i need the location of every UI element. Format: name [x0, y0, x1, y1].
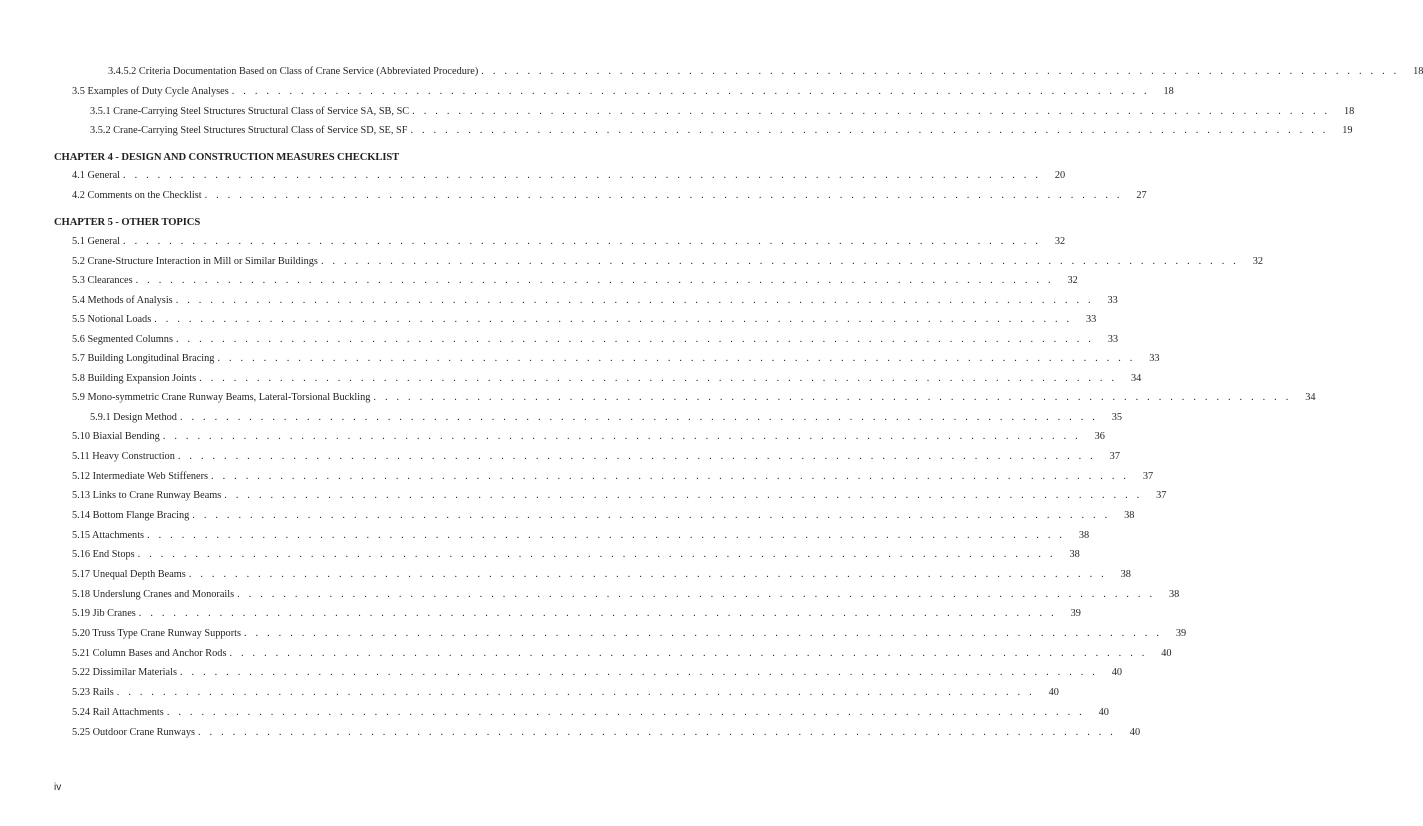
toc-entry-title: 3.5.2 Crane-Carrying Steel Structures Structural Class of Service SD, SE, SF: [90, 125, 408, 136]
toc-entry-page-number: 35: [1111, 412, 1123, 423]
toc-entry[interactable]: [90, 106, 1355, 122]
toc-entry-title: 5.12 Intermediate Web Stiffeners: [72, 471, 209, 482]
toc-entry-title: 5.1 General: [72, 236, 121, 247]
toc-entry-title: 3.5 Examples of Duty Cycle Analyses: [72, 86, 229, 97]
toc-entry-title: 5.10 Biaxial Bending: [72, 431, 160, 442]
chapter-heading: CHAPTER 4 - DESIGN AND CONSTRUCTION MEASURES CHECKLIST: [54, 152, 400, 163]
toc-entry-title: 5.19 Jib Cranes: [72, 608, 136, 619]
toc-entry-title: 5.3 Clearances: [72, 275, 133, 286]
dot-leader: . . . . . . . . . . . . . . . . . . . . . . . . . . . . . . . . . . . . . . . . . . . . . . . . . . . . . . . . . . . . . . . . . . . . . . . . . . . . . . . .: [138, 608, 1057, 619]
toc-entry-page-number: 40: [1161, 648, 1172, 659]
toc-entry[interactable]: [72, 530, 1090, 546]
toc-entry[interactable]: [72, 256, 1264, 272]
toc-entry-title: 5.9.1 Design Method: [90, 412, 177, 423]
toc-entry-page-number: 37: [1156, 490, 1167, 501]
toc-entry-title: 3.4.5.2 Criteria Documentation Based on Class of Crane Service (Abbreviated Procedure): [108, 66, 479, 77]
toc-entry-title: 4.1 General: [72, 170, 121, 181]
toc-entry-page-number: 37: [1109, 451, 1120, 462]
toc-entry-title: 5.25 Outdoor Crane Runways: [72, 727, 195, 738]
dot-leader: . . . . . . . . . . . . . . . . . . . . . . . . . . . . . . . . . . . . . . . . . . . . . . . . . . . . . . . . . . . . . . . . . . . . . . . . . . . . . . . .: [244, 628, 1163, 639]
toc-entry-page-number: 40: [1111, 667, 1123, 678]
toc-entry-title: 5.14 Bottom Flange Bracing: [72, 510, 190, 521]
toc-entry-title: 5.11 Heavy Construction: [72, 451, 175, 462]
toc-entry[interactable]: [72, 549, 1080, 565]
toc-entry-page-number: 34: [1130, 373, 1142, 384]
toc-entry[interactable]: [72, 648, 1172, 664]
page-number-folio: iv: [54, 782, 62, 793]
dot-leader: . . . . . . . . . . . . . . . . . . . . . . . . . . . . . . . . . . . . . . . . . . . . . . . . . . . . . . . . . . . . . . . . . . . . . . . . . . . . . . . .: [197, 727, 1117, 738]
toc-entry[interactable]: [90, 412, 1123, 428]
toc-entry-page-number: 40: [1098, 707, 1109, 718]
dot-leader: . . . . . . . . . . . . . . . . . . . . . . . . . . . . . . . . . . . . . . . . . . . . . . . . . . . . . . . . . . . . . . . . . . . . . . . . . . . . . . . .: [123, 236, 1042, 247]
toc-entry-page-number: 36: [1094, 431, 1105, 442]
toc-entry-page-number: 38: [1069, 549, 1080, 560]
toc-entry-title: 5.24 Rail Attachments: [72, 707, 164, 718]
toc-entry[interactable]: [72, 667, 1123, 683]
dot-leader: . . . . . . . . . . . . . . . . . . . . . . . . . . . . . . . . . . . . . . . . . . . . . . . . . . . . . . . . . . . . . . . . . . . . . . . . . . . . . . . .: [179, 667, 1099, 678]
dot-leader: . . . . . . . . . . . . . . . . . . . . . . . . . . . . . . . . . . . . . . . . . . . . . . . . . . . . . . . . . . . . . . . . . . . . . . . . . . . . . . . .: [175, 295, 1094, 306]
toc-entry[interactable]: [72, 353, 1160, 369]
toc-entry[interactable]: [72, 334, 1119, 350]
dot-leader: . . . . . . . . . . . . . . . . . . . . . . . . . . . . . . . . . . . . . . . . . . . . . . . . . . . . . . . . . . . . . . . . . . . . . . . . . . . . . . . .: [137, 549, 1056, 560]
dot-leader: . . . . . . . . . . . . . . . . . . . . . . . . . . . . . . . . . . . . . . . . . . . . . . . . . . . . . . . . . . . . . . . . . . . . . . . . . . . . . . . .: [147, 530, 1066, 541]
toc-entry[interactable]: [72, 471, 1154, 487]
toc-entry-page-number: 18: [1163, 86, 1174, 97]
toc-entry-page-number: 27: [1136, 190, 1147, 201]
dot-leader: . . . . . . . . . . . . . . . . . . . . . . . . . . . . . . . . . . . . . . . . . . . . . . . . . . . . . . . . . . . . . . . . . . . . . . . . . . . . . . . .: [123, 170, 1042, 181]
toc-entry-title: 5.9 Mono-symmetric Crane Runway Beams, Lateral-Torsional Buckling: [72, 392, 371, 403]
dot-leader: . . . . . . . . . . . . . . . . . . . . . . . . . . . . . . . . . . . . . . . . . . . . . . . . . . . . . . . . . . . . . . . . . . . . . . . . . . . . . . . .: [320, 256, 1240, 267]
dot-leader: . . . . . . . . . . . . . . . . . . . . . . . . . . . . . . . . . . . . . . . . . . . . . . . . . . . . . . . . . . . . . . . . . . . . . . . . . . . . . . . .: [154, 314, 1073, 325]
toc-entry-title: 5.20 Truss Type Crane Runway Supports: [72, 628, 241, 639]
toc-entry-title: 5.8 Building Expansion Joints: [72, 373, 197, 384]
dot-leader: . . . . . . . . . . . . . . . . . . . . . . . . . . . . . . . . . . . . . . . . . . . . . . . . . . . . . . . . . . . . . . . . . . . . . . . . . . . . . . . .: [199, 373, 1118, 384]
dot-leader: . . . . . . . . . . . . . . . . . . . . . . . . . . . . . . . . . . . . . . . . . . . . . . . . . . . . . . . . . . . . . . . . . . . . . . . . . . . . . . . .: [412, 106, 1331, 117]
dot-leader: . . . . . . . . . . . . . . . . . . . . . . . . . . . . . . . . . . . . . . . . . . . . . . . . . . . . . . . . . . . . . . . . . . . . . . . . . . . . . . . .: [135, 275, 1054, 286]
toc-entry-page-number: 33: [1086, 314, 1097, 325]
toc-entry-page-number: 32: [1067, 275, 1078, 286]
toc-entry-page-number: 38: [1078, 530, 1090, 541]
toc-entry-title: 5.18 Underslung Cranes and Monorails: [72, 589, 235, 600]
toc-entry[interactable]: [72, 589, 1180, 605]
toc-entry[interactable]: [72, 236, 1066, 252]
toc-entry-page-number: 33: [1107, 334, 1119, 345]
dot-leader: . . . . . . . . . . . . . . . . . . . . . . . . . . . . . . . . . . . . . . . . . . . . . . . . . . . . . . . . . . . . . . . . . . . . . . . . . . . . . . . .: [166, 707, 1085, 718]
toc-entry-page-number: 38: [1120, 569, 1131, 580]
toc-entry-page-number: 40: [1048, 687, 1059, 698]
toc-entry[interactable]: [72, 170, 1066, 186]
toc-entry-page-number: 33: [1149, 353, 1160, 364]
chapter-heading: CHAPTER 5 - OTHER TOPICS: [54, 217, 201, 228]
toc-entry[interactable]: [72, 707, 1109, 723]
toc-entry[interactable]: [72, 373, 1142, 389]
toc-entry[interactable]: [72, 275, 1078, 291]
dot-leader: . . . . . . . . . . . . . . . . . . . . . . . . . . . . . . . . . . . . . . . . . . . . . . . . . . . . . . . . . . . . . . . . . . . . . . . . . . . . . . . .: [481, 66, 1400, 77]
dot-leader: . . . . . . . . . . . . . . . . . . . . . . . . . . . . . . . . . . . . . . . . . . . . . . . . . . . . . . . . . . . . . . . . . . . . . . . . . . . . . . . .: [237, 589, 1156, 600]
toc-entry-page-number: 38: [1168, 589, 1180, 600]
dot-leader: . . . . . . . . . . . . . . . . . . . . . . . . . . . . . . . . . . . . . . . . . . . . . . . . . . . . . . . . . . . . . . . . . . . . . . . . . . . . . . . .: [229, 648, 1148, 659]
toc-entry-title: 5.6 Segmented Columns: [72, 334, 173, 345]
dot-leader: . . . . . . . . . . . . . . . . . . . . . . . . . . . . . . . . . . . . . . . . . . . . . . . . . . . . . . . . . . . . . . . . . . . . . . . . . . . . . . . .: [188, 569, 1107, 580]
toc-entry[interactable]: [72, 314, 1097, 330]
dot-leader: . . . . . . . . . . . . . . . . . . . . . . . . . . . . . . . . . . . . . . . . . . . . . . . . . . . . . . . . . . . . . . . . . . . . . . . . . . . . . . . .: [231, 86, 1150, 97]
toc-entry[interactable]: [72, 190, 1147, 206]
toc-entry[interactable]: [72, 687, 1059, 703]
toc-entry[interactable]: [72, 727, 1141, 743]
toc-entry-page-number: 32: [1054, 236, 1066, 247]
toc-entry-title: 5.16 End Stops: [72, 549, 135, 560]
toc-entry-title: 4.2 Comments on the Checklist: [72, 190, 202, 201]
toc-entry[interactable]: [72, 628, 1187, 644]
dot-leader: . . . . . . . . . . . . . . . . . . . . . . . . . . . . . . . . . . . . . . . . . . . . . . . . . . . . . . . . . . . . . . . . . . . . . . . . . . . . . . . .: [179, 412, 1099, 423]
toc-entry-page-number: 34: [1305, 392, 1316, 403]
toc-entry-page-number: 40: [1129, 727, 1141, 738]
toc-entry-page-number: 33: [1107, 295, 1118, 306]
toc-entry-page-number: 32: [1252, 256, 1264, 267]
dot-leader: . . . . . . . . . . . . . . . . . . . . . . . . . . . . . . . . . . . . . . . . . . . . . . . . . . . . . . . . . . . . . . . . . . . . . . . . . . . . . . . .: [116, 687, 1035, 698]
toc-entry[interactable]: [72, 451, 1120, 467]
toc-entry-title: 5.7 Building Longitudinal Bracing: [72, 353, 215, 364]
dot-leader: . . . . . . . . . . . . . . . . . . . . . . . . . . . . . . . . . . . . . . . . . . . . . . . . . . . . . . . . . . . . . . . . . . . . . . . . . . . . . . . .: [211, 471, 1130, 482]
toc-entry[interactable]: [72, 569, 1131, 585]
dot-leader: . . . . . . . . . . . . . . . . . . . . . . . . . . . . . . . . . . . . . . . . . . . . . . . . . . . . . . . . . . . . . . . . . . . . . . . . . . . . . . . .: [410, 125, 1329, 136]
toc-entry-title: 3.5.1 Crane-Carrying Steel Structures Structural Class of Service SA, SB, SC: [90, 106, 410, 117]
toc-entry[interactable]: [72, 86, 1174, 102]
toc-entry-page-number: 18: [1343, 106, 1355, 117]
toc-entry-title: 5.17 Unequal Depth Beams: [72, 569, 186, 580]
toc-entry-title: 5.5 Notional Loads: [72, 314, 152, 325]
toc-entry-page-number: 18: [1413, 66, 1423, 77]
toc-entry-title: 5.4 Methods of Analysis: [72, 295, 173, 306]
toc-entry[interactable]: [72, 392, 1316, 408]
toc-entry[interactable]: [90, 125, 1353, 141]
dot-leader: . . . . . . . . . . . . . . . . . . . . . . . . . . . . . . . . . . . . . . . . . . . . . . . . . . . . . . . . . . . . . . . . . . . . . . . . . . . . . . . .: [224, 490, 1143, 501]
toc-entry[interactable]: [72, 295, 1118, 311]
toc-entry-title: 5.2 Crane-Structure Interaction in Mill or Similar Buildings: [72, 256, 318, 267]
dot-leader: . . . . . . . . . . . . . . . . . . . . . . . . . . . . . . . . . . . . . . . . . . . . . . . . . . . . . . . . . . . . . . . . . . . . . . . . . . . . . . . .: [177, 451, 1096, 462]
toc-entry-title: 5.15 Attachments: [72, 530, 145, 541]
toc-entry-title: 5.21 Column Bases and Anchor Rods: [72, 648, 227, 659]
toc-entry[interactable]: [108, 66, 1423, 82]
toc-entry-page-number: 39: [1175, 628, 1187, 639]
toc-entry-title: 5.23 Rails: [72, 687, 114, 698]
dot-leader: . . . . . . . . . . . . . . . . . . . . . . . . . . . . . . . . . . . . . . . . . . . . . . . . . . . . . . . . . . . . . . . . . . . . . . . . . . . . . . . .: [175, 334, 1095, 345]
dot-leader: . . . . . . . . . . . . . . . . . . . . . . . . . . . . . . . . . . . . . . . . . . . . . . . . . . . . . . . . . . . . . . . . . . . . . . . . . . . . . . . .: [162, 431, 1081, 442]
toc-entry-page-number: 39: [1070, 608, 1081, 619]
toc-entry-title: 5.13 Links to Crane Runway Beams: [72, 490, 222, 501]
toc-entry-page-number: 19: [1342, 125, 1353, 136]
toc-entry-page-number: 20: [1054, 170, 1066, 181]
dot-leader: . . . . . . . . . . . . . . . . . . . . . . . . . . . . . . . . . . . . . . . . . . . . . . . . . . . . . . . . . . . . . . . . . . . . . . . . . . . . . . . .: [373, 392, 1292, 403]
dot-leader: . . . . . . . . . . . . . . . . . . . . . . . . . . . . . . . . . . . . . . . . . . . . . . . . . . . . . . . . . . . . . . . . . . . . . . . . . . . . . . . .: [217, 353, 1136, 364]
toc-entry-title: 5.22 Dissimilar Materials: [72, 667, 177, 678]
dot-leader: . . . . . . . . . . . . . . . . . . . . . . . . . . . . . . . . . . . . . . . . . . . . . . . . . . . . . . . . . . . . . . . . . . . . . . . . . . . . . . . .: [192, 510, 1111, 521]
dot-leader: . . . . . . . . . . . . . . . . . . . . . . . . . . . . . . . . . . . . . . . . . . . . . . . . . . . . . . . . . . . . . . . . . . . . . . . . . . . . . . . .: [204, 190, 1123, 201]
toc-entry[interactable]: [72, 608, 1081, 624]
toc-entry[interactable]: [72, 431, 1105, 447]
toc-entry-page-number: 38: [1124, 510, 1135, 521]
toc-entry-page-number: 37: [1142, 471, 1154, 482]
toc-entry[interactable]: [72, 490, 1167, 506]
toc-entry[interactable]: [72, 510, 1135, 526]
